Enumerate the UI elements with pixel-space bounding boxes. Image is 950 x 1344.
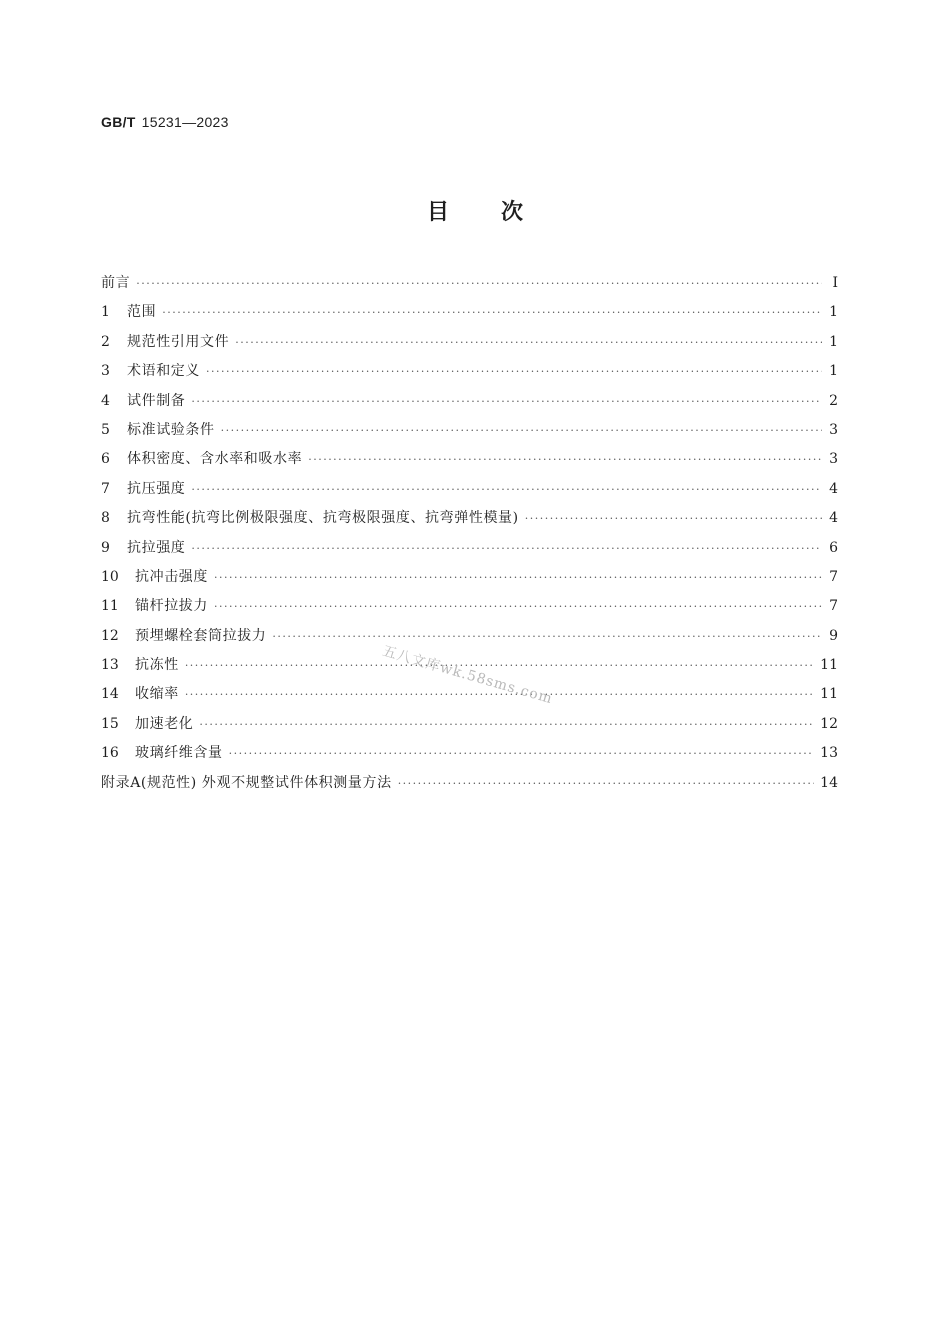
- toc-leader-dots: [191, 542, 822, 555]
- title-char-2: 次: [501, 199, 524, 225]
- page-title: [0, 195, 950, 226]
- toc-section-number: 6: [101, 451, 110, 468]
- toc-leader-dots: [185, 659, 814, 672]
- toc-entry-title: 玻璃纤维含量: [135, 745, 223, 762]
- toc-section-number: 8: [101, 510, 110, 527]
- toc-page-number: 14: [820, 774, 838, 791]
- toc-section-number: 13: [101, 657, 119, 674]
- toc-page-number: 1: [829, 304, 838, 321]
- toc-entry-title: 标准试验条件: [127, 421, 215, 438]
- toc-page-number: 11: [820, 686, 838, 703]
- toc-page-number: 11: [820, 657, 838, 674]
- toc-entry-title: 术语和定义: [127, 363, 200, 380]
- toc-section-number: 9: [101, 539, 110, 556]
- toc-entry[interactable]: [101, 360, 838, 389]
- toc-entry-title: 规范性引用文件: [127, 333, 230, 350]
- toc-entry-title: 收缩率: [135, 686, 179, 703]
- toc-leader-dots: [398, 777, 814, 790]
- toc-entry[interactable]: [101, 566, 838, 595]
- toc-entry[interactable]: [101, 713, 838, 742]
- toc-entry[interactable]: [101, 772, 838, 801]
- table-of-contents: [101, 272, 838, 801]
- toc-section-number: 1: [101, 304, 110, 321]
- toc-leader-dots: [191, 395, 822, 408]
- toc-leader-dots: [206, 365, 822, 378]
- toc-entry[interactable]: [101, 742, 838, 771]
- toc-entry[interactable]: [101, 478, 838, 507]
- toc-entry[interactable]: [101, 419, 838, 448]
- toc-page-number: 9: [829, 627, 838, 644]
- toc-section-number: 16: [101, 745, 119, 762]
- toc-entry-title: 附录A(规范性) 外观不规整试件体积测量方法: [101, 774, 392, 791]
- toc-entry-title: 试件制备: [127, 392, 186, 409]
- toc-leader-dots: [272, 630, 822, 643]
- toc-entry[interactable]: [101, 272, 838, 301]
- toc-section-number: 10: [101, 568, 119, 585]
- toc-page-number: 4: [829, 510, 838, 527]
- toc-entry-title: 预埋螺栓套筒拉拔力: [135, 627, 267, 644]
- toc-leader-dots: [191, 483, 822, 496]
- toc-entry[interactable]: [101, 595, 838, 624]
- toc-leader-dots: [525, 512, 822, 525]
- toc-leader-dots: [214, 571, 822, 584]
- toc-page-number: 1: [829, 363, 838, 380]
- toc-entry[interactable]: [101, 331, 838, 360]
- toc-entry-title: 范围: [127, 304, 157, 321]
- standard-code: [101, 114, 229, 130]
- toc-entry-title: 抗冲击强度: [135, 568, 208, 585]
- toc-leader-dots: [199, 718, 814, 731]
- toc-entry[interactable]: [101, 683, 838, 712]
- toc-entry-title: 抗冻性: [135, 657, 179, 674]
- toc-entry-title: 前言: [101, 275, 131, 291]
- toc-section-number: 15: [101, 715, 119, 732]
- toc-section-number: 14: [101, 686, 119, 703]
- toc-leader-dots: [214, 600, 822, 613]
- toc-section-number: 5: [101, 421, 110, 438]
- toc-section-number: 2: [101, 333, 110, 350]
- toc-entry[interactable]: [101, 301, 838, 330]
- toc-leader-dots: [136, 277, 822, 290]
- toc-entry-title: 锚杆拉拔力: [135, 598, 208, 615]
- toc-section-number: 3: [101, 363, 110, 380]
- toc-section-number: 7: [101, 480, 110, 497]
- toc-entry[interactable]: [101, 390, 838, 419]
- toc-page-number: 7: [829, 568, 838, 585]
- toc-leader-dots: [229, 747, 815, 760]
- toc-page-number: 7: [829, 598, 838, 615]
- toc-entry[interactable]: [101, 537, 838, 566]
- standard-number: 15231—2023: [141, 114, 229, 130]
- toc-page-number: 3: [829, 451, 838, 468]
- toc-entry-title: 抗拉强度: [127, 539, 186, 556]
- toc-section-number: 4: [101, 392, 110, 409]
- toc-leader-dots: [308, 453, 822, 466]
- toc-section-number: 11: [101, 598, 119, 615]
- toc-leader-dots: [221, 424, 822, 437]
- title-char-1: 目: [426, 199, 449, 225]
- toc-entry[interactable]: [101, 507, 838, 536]
- toc-entry-title: 体积密度、含水率和吸水率: [127, 451, 303, 468]
- toc-leader-dots: [162, 306, 822, 319]
- toc-section-number: 12: [101, 627, 119, 644]
- standard-prefix: GB/T: [101, 114, 136, 130]
- toc-page-number: 3: [829, 421, 838, 438]
- toc-page-number: 6: [829, 539, 838, 556]
- toc-page-number: Ⅰ: [832, 275, 838, 291]
- toc-page-number: 12: [820, 715, 838, 732]
- toc-entry[interactable]: [101, 448, 838, 477]
- toc-entry-title: 加速老化: [135, 715, 194, 732]
- watermark: 五八文库wk.58sms.com: [380, 643, 555, 708]
- toc-entry-title: 抗弯性能(抗弯比例极限强度、抗弯极限强度、抗弯弹性模量): [127, 510, 519, 527]
- toc-leader-dots: [235, 336, 822, 349]
- toc-page-number: 1: [829, 333, 838, 350]
- toc-page-number: 13: [820, 745, 838, 762]
- toc-page-number: 2: [829, 392, 838, 409]
- toc-entry-title: 抗压强度: [127, 480, 186, 497]
- toc-entry[interactable]: [101, 625, 838, 654]
- toc-page-number: 4: [829, 480, 838, 497]
